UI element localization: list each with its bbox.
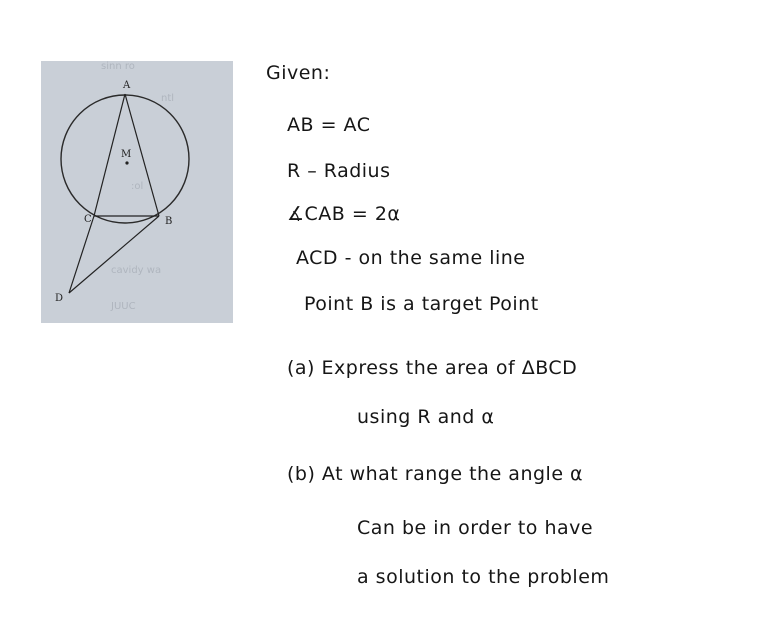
question-a-line2: using R and α — [357, 406, 495, 428]
geometry-diagram — [41, 61, 233, 323]
center-point-m — [125, 161, 128, 164]
question-a-line1: (a) Express the area of ΔBCD — [287, 357, 578, 379]
segment-bd — [69, 216, 162, 293]
question-b-line2: Can be in order to have — [357, 517, 594, 539]
label-c: C — [84, 214, 92, 225]
given-line-radius: R – Radius — [287, 160, 391, 182]
given-line-ab-ac: AB = AC — [287, 114, 371, 136]
svg-text:JUUC: JUUC — [111, 301, 136, 312]
label-a: A — [123, 80, 131, 91]
question-b-line1: (b) At what range the angle α — [287, 463, 584, 485]
given-line-acd: ACD - on the same line — [296, 247, 526, 269]
geometry-figure-photo — [41, 61, 233, 323]
label-d: D — [55, 293, 64, 304]
label-m: M — [121, 149, 132, 160]
svg-text::ol: :ol — [131, 181, 144, 192]
question-b-line3: a solution to the problem — [357, 566, 610, 588]
svg-text:sinn ro: sinn ro — [101, 61, 135, 72]
given-line-angle: ∡CAB = 2α — [287, 203, 401, 225]
label-b: B — [165, 216, 173, 227]
svg-text:cavidy wa: cavidy wa — [111, 265, 162, 276]
given-line-target: Point B is a target Point — [304, 293, 539, 315]
segment-cd — [69, 216, 94, 293]
svg-text:ntl: ntl — [161, 93, 175, 104]
given-heading: Given: — [266, 62, 331, 84]
